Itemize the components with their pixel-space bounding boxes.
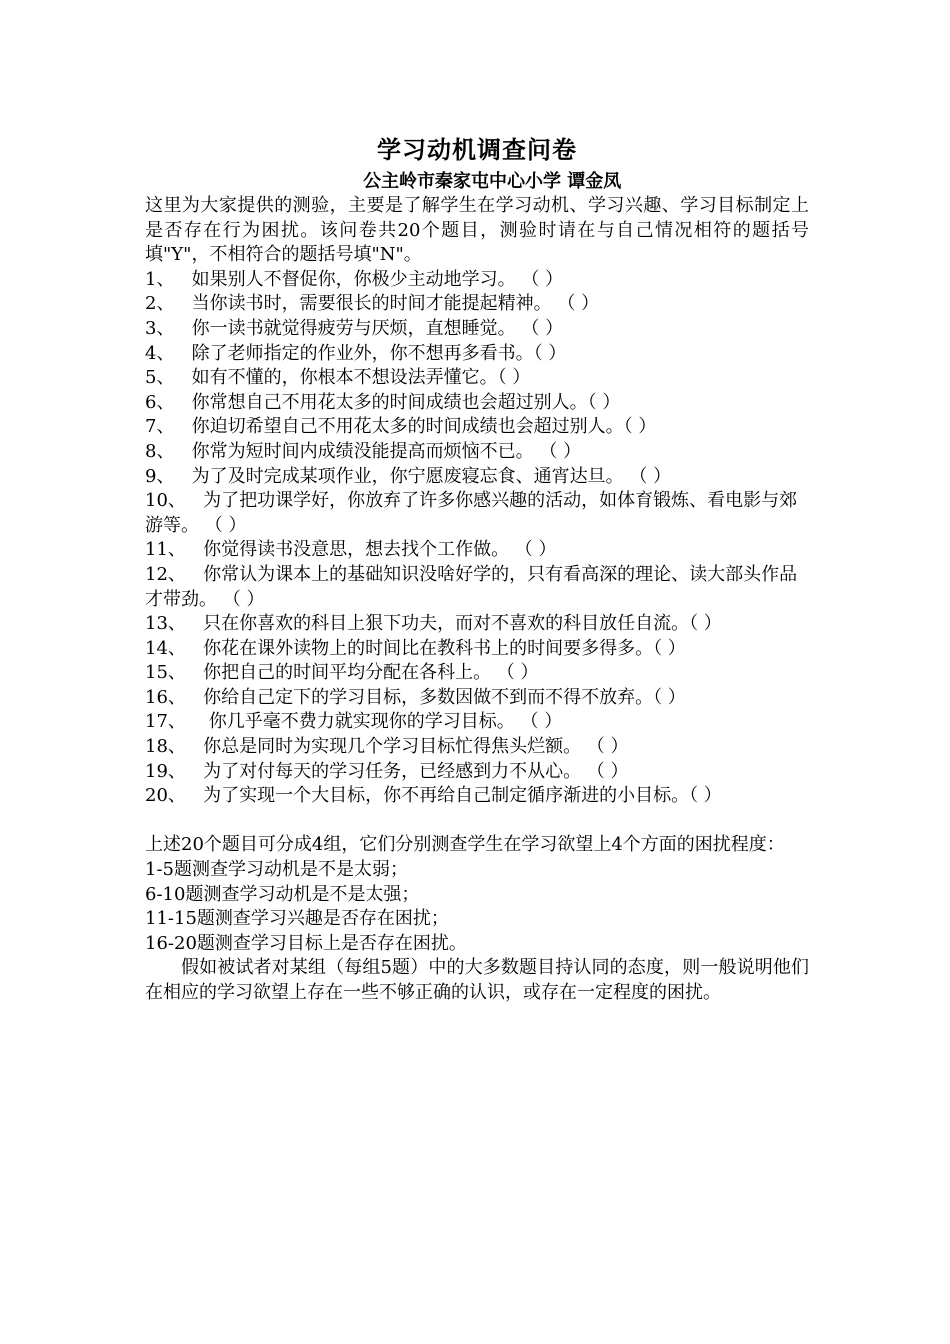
question-text: 你几乎毫不费力就实现你的学习目标。 （ ） (203, 711, 563, 733)
question-number: 17、 (145, 711, 186, 733)
question-text: 你觉得读书没意思，想去找个工作做。 （ ） (203, 539, 557, 561)
question-item (145, 538, 809, 563)
question-text: 为了实现一个大目标，你不再给自己制定循序渐进的小目标。（ ） (203, 785, 722, 807)
group-item: 6-10题测查学习动机是不是太强； (145, 883, 420, 905)
question-text: 为了对付每天的学习任务，已经感到力不从心。 （ ） (203, 760, 629, 782)
question-text: 你花在课外读物上的时间比在教科书上的时间要多得多。（ ） (203, 637, 686, 659)
question-text: 如果别人不督促你，你极少主动地学习。 （ ） (191, 268, 564, 290)
question-text: 为了把功课学好，你放弃了许多你感兴趣的活动，如体育锻炼、看电影与郊游等。 （ ） (145, 490, 798, 536)
question-item (145, 415, 809, 440)
author-byline: 公主岭市秦家屯中心小学 谭金凤 (363, 171, 622, 192)
question-item (145, 391, 809, 416)
question-number: 2、 (145, 293, 175, 315)
question-item (145, 563, 809, 612)
question-text: 当你读书时，需要很长的时间才能提起精神。 （ ） (191, 293, 600, 315)
question-item (145, 317, 809, 342)
document-title: 学习动机调查问卷 (377, 135, 577, 164)
question-text: 为了及时完成某项作业，你宁愿废寝忘食、通宵达旦。 （ ） (191, 465, 672, 487)
question-item (145, 710, 809, 735)
question-item (145, 784, 809, 809)
question-text: 你常认为课本上的基础知识没啥好学的，只有看高深的理论、读大部头作品才带劲。 （ ） (145, 563, 798, 610)
question-number: 7、 (145, 416, 175, 438)
group-item: 16-20题测查学习目标上是否存在困扰。 (145, 932, 467, 954)
question-item (145, 489, 809, 538)
spacer (145, 809, 809, 834)
question-number: 8、 (145, 440, 175, 462)
group-item: 1-5题测查学习动机是不是太弱； (145, 859, 408, 881)
question-text: 除了老师指定的作业外，你不想再多看书。（ ） (191, 342, 567, 364)
intro-paragraph: 这里为大家提供的测验，主要是了解学生在学习动机、学习兴趣、学习目标制定上是否存在行为困扰。该问卷共20个题目，测验时请在与自己情况相符的题括号填"Y"，不相符合的题括号填"N"。 (145, 195, 809, 266)
question-number: 12、 (145, 563, 186, 585)
group-item: 11-15题测查学习兴趣是否存在困扰； (145, 908, 449, 930)
question-text: 你一读书就觉得疲劳与厌烦，直想睡觉。 （ ） (191, 317, 564, 339)
question-number: 4、 (145, 342, 175, 364)
question-number: 6、 (145, 391, 175, 413)
question-number: 10、 (145, 490, 186, 512)
question-item (145, 292, 809, 317)
document-body (145, 130, 809, 1006)
question-text: 只在你喜欢的科目上狠下功夫，而对不喜欢的科目放任自流。（ ） (203, 613, 722, 635)
question-list (145, 268, 809, 809)
question-item (145, 661, 809, 686)
question-text: 你给自己定下的学习目标，多数因做不到而不得不放弃。（ ） (203, 686, 686, 708)
question-text: 如有不懂的，你根本不想设法弄懂它。（ ） (191, 367, 531, 389)
question-text: 你把自己的时间平均分配在各科上。 （ ） (203, 662, 539, 684)
question-item (145, 366, 809, 391)
question-item (145, 637, 809, 662)
question-text: 你常想自己不用花太多的时间成绩也会超过别人。（ ） (191, 391, 621, 413)
group-list (145, 858, 809, 956)
question-item (145, 760, 809, 785)
question-text: 你常为短时间内成绩没能提高而烦恼不已。 （ ） (191, 440, 582, 462)
summary-intro: 上述20个题目可分成4组，它们分别测查学生在学习欲望上4个方面的困扰程度： (145, 834, 785, 856)
question-number: 15、 (145, 662, 186, 684)
question-number: 3、 (145, 317, 175, 339)
question-item (145, 268, 809, 293)
question-number: 9、 (145, 465, 175, 487)
question-number: 5、 (145, 367, 175, 389)
conclusion-paragraph: 假如被试者对某组（每组5题）中的大多数题目持认同的态度，则一般说明他们在相应的学习欲望上存在一些不够正确的认识，或存在一定程度的困扰。 (145, 957, 809, 1003)
question-text: 你迫切希望自己不用花太多的时间成绩也会超过别人。（ ） (191, 416, 657, 438)
question-item (145, 735, 809, 760)
question-item (145, 465, 809, 490)
question-item (145, 686, 809, 711)
question-number: 20、 (145, 785, 186, 807)
question-number: 13、 (145, 613, 186, 635)
question-number: 11、 (145, 539, 186, 561)
question-number: 18、 (145, 736, 186, 758)
question-number: 19、 (145, 760, 186, 782)
question-item (145, 440, 809, 465)
question-item (145, 612, 809, 637)
question-number: 14、 (145, 637, 186, 659)
question-item (145, 342, 809, 367)
question-number: 1、 (145, 268, 175, 290)
question-text: 你总是同时为实现几个学习目标忙得焦头烂额。 （ ） (203, 736, 629, 758)
question-number: 16、 (145, 686, 186, 708)
